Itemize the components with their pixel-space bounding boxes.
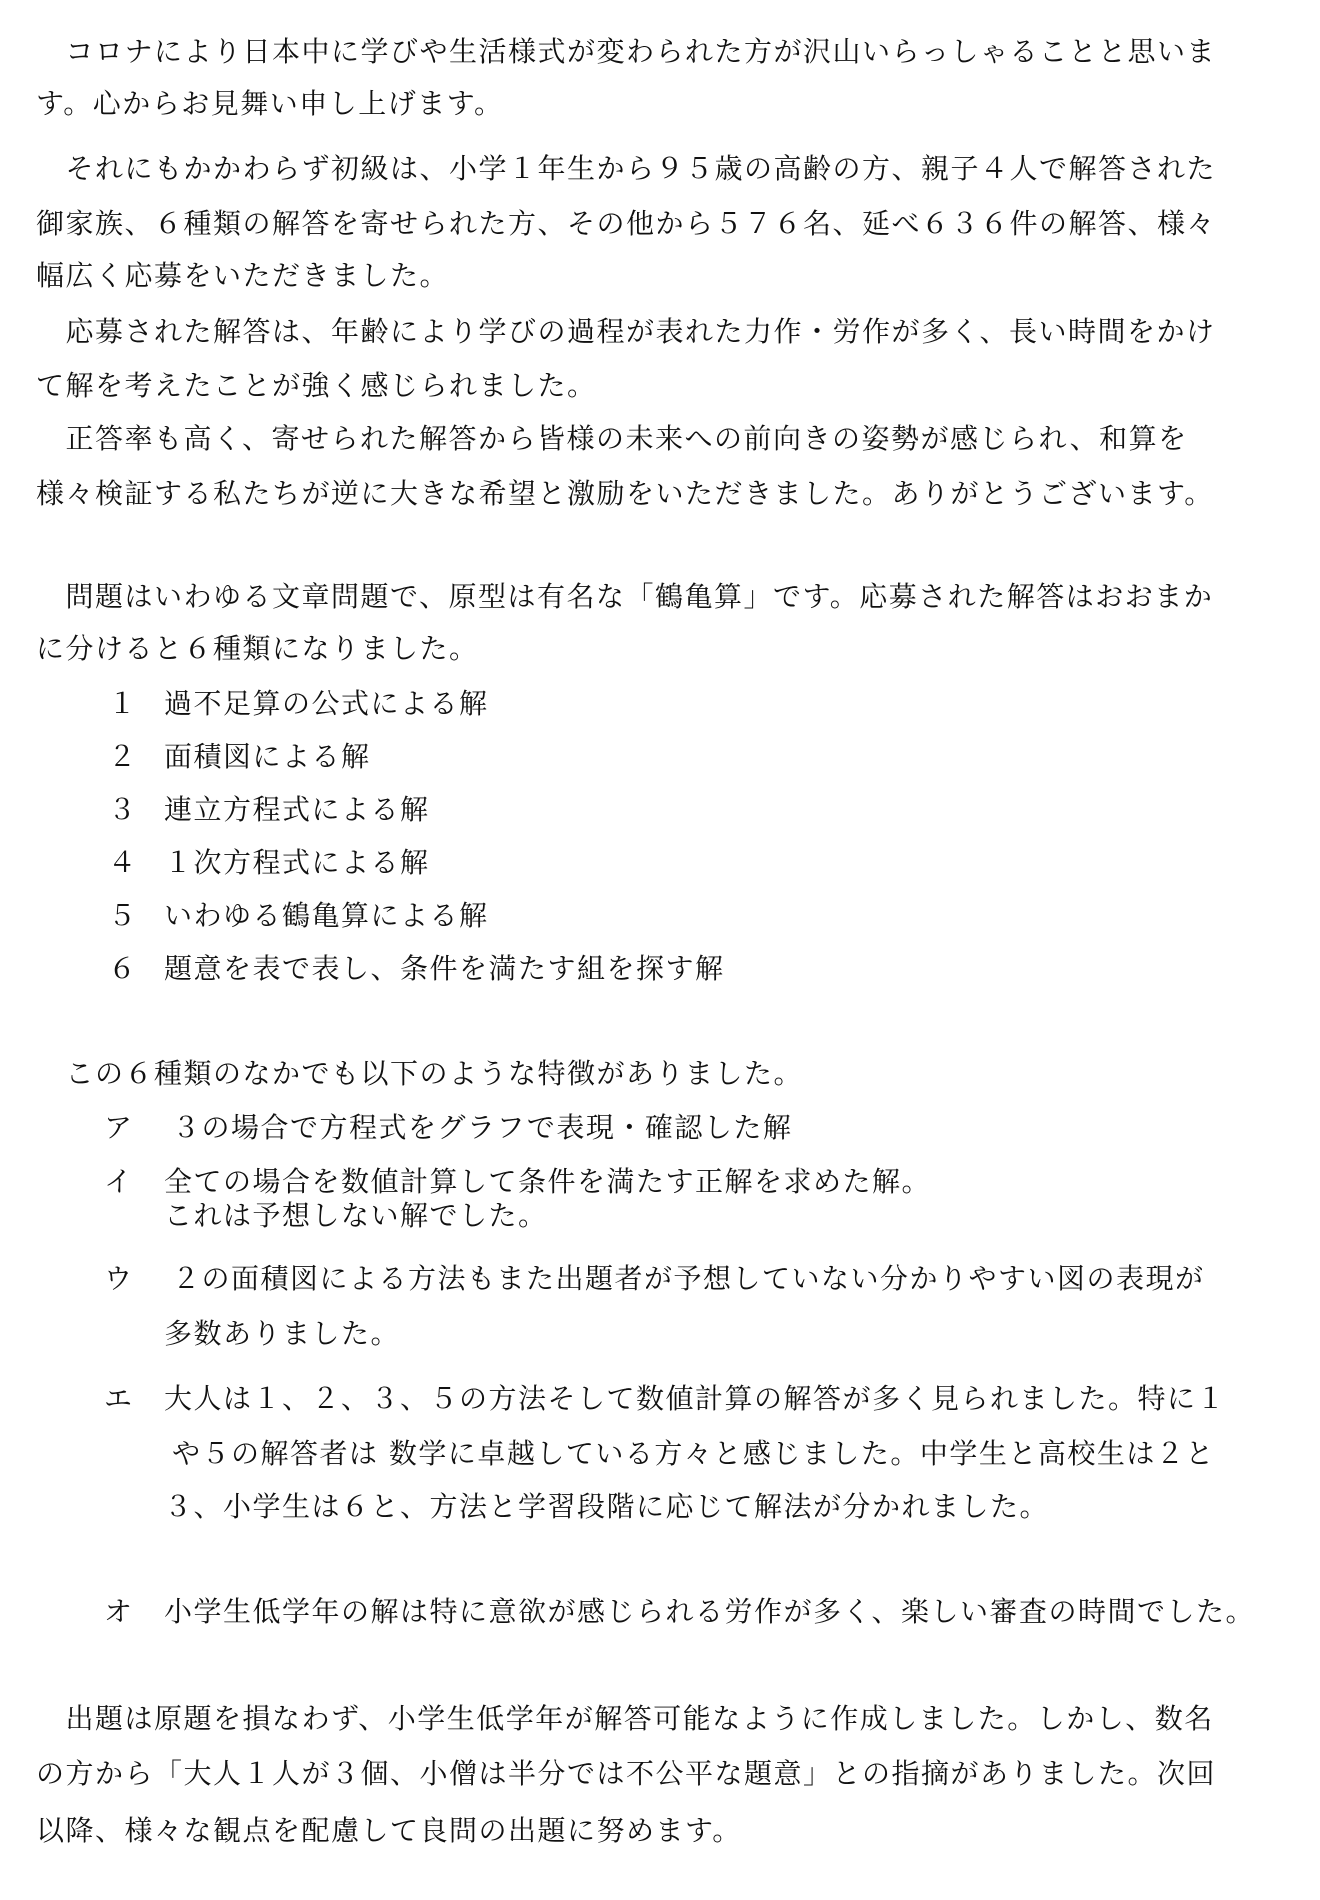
method-number: ５ <box>108 899 137 932</box>
method-text: 連立方程式による解 <box>164 793 430 826</box>
method-number: ３ <box>108 793 137 826</box>
feature-text: これは予想しない解でした。 <box>164 1199 548 1232</box>
closing-line-2: の方から「大人１人が３個、小僧は半分では不公平な題意」との指摘がありました。次回 <box>36 1757 1217 1790</box>
intro-p2-line-1: それにもかかわらず初級は、小学１年生から９５歳の高齢の方、親子４人で解答された <box>36 152 1217 185</box>
method-text: 過不足算の公式による解 <box>164 687 489 720</box>
intro-p3-line-2: て解を考えたことが強く感じられました。 <box>36 369 597 402</box>
feature-mark: イ <box>104 1165 133 1198</box>
problem-line-1: 問題はいわゆる文章問題で、原型は有名な「鶴亀算」です。応募された解答はおおまか <box>36 580 1214 613</box>
closing-line-3: 以降、様々な観点を配慮して良問の出題に努めます。 <box>36 1814 742 1847</box>
feature-text: や５の解答者は 数学に卓越している方々と感じました。中学生と高校生は２と <box>172 1437 1215 1470</box>
closing-line-1: 出題は原題を損なわず、小学生低学年が解答可能なように作成しました。しかし、数名 <box>36 1702 1214 1735</box>
intro-p2-line-3: 幅広く応募をいただきました。 <box>36 259 450 292</box>
feature-mark: ウ <box>104 1262 133 1295</box>
method-text: 面積図による解 <box>164 740 371 773</box>
feature-text: 大人は１、２、３、５の方法そして数値計算の解答が多く見られました。特に１ <box>164 1382 1227 1415</box>
feature-text: 多数ありました。 <box>164 1317 401 1350</box>
method-text: １次方程式による解 <box>164 846 430 879</box>
feature-mark: オ <box>104 1595 133 1628</box>
problem-line-2: に分けると６種類になりました。 <box>36 632 479 665</box>
feature-text: ２の面積図による方法もまた出題者が予想していない分かりやすい図の表現が <box>172 1262 1205 1295</box>
intro-p4-line-2: 様々検証する私たちが逆に大きな希望と激励をいただきました。ありがとうございます。 <box>36 477 1214 510</box>
feature-mark: エ <box>104 1382 133 1415</box>
feature-text: 全ての場合を数値計算して条件を満たす正解を求めた解。 <box>164 1165 932 1198</box>
intro-p1-line-2: す。心からお見舞い申し上げます。 <box>36 87 504 120</box>
intro-p4-line-1: 正答率も高く、寄せられた解答から皆様の未来への前向きの姿勢が感じられ、和算を <box>36 422 1188 455</box>
feature-text: ３の場合で方程式をグラフで表現・確認した解 <box>172 1111 793 1144</box>
method-text: 題意を表で表し、条件を満たす組を探す解 <box>164 952 725 985</box>
intro-p3-line-1: 応募された解答は、年齢により学びの過程が表れた力作・労作が多く、長い時間をかけ <box>36 315 1216 348</box>
intro-p1-line-1: コロナにより日本中に学びや生活様式が変わられた方が沢山いらっしゃることと思いま <box>36 35 1217 68</box>
method-number: １ <box>108 687 137 720</box>
method-number: ４ <box>108 846 137 879</box>
feature-mark: ア <box>104 1111 133 1144</box>
feature-text: ３、小学生は６と、方法と学習段階に応じて解法が分かれました。 <box>164 1490 1050 1523</box>
features-intro: この６種類のなかでも以下のような特徴がありました。 <box>36 1057 804 1090</box>
method-number: ６ <box>108 952 137 985</box>
method-text: いわゆる鶴亀算による解 <box>164 899 489 932</box>
intro-p2-line-2: 御家族、６種類の解答を寄せられた方、その他から５７６名、延べ６３６件の解答、様々 <box>36 207 1217 240</box>
method-number: ２ <box>108 740 137 773</box>
feature-text: 小学生低学年の解は特に意欲が感じられる労作が多く、楽しい審査の時間でした。 <box>164 1595 1255 1628</box>
